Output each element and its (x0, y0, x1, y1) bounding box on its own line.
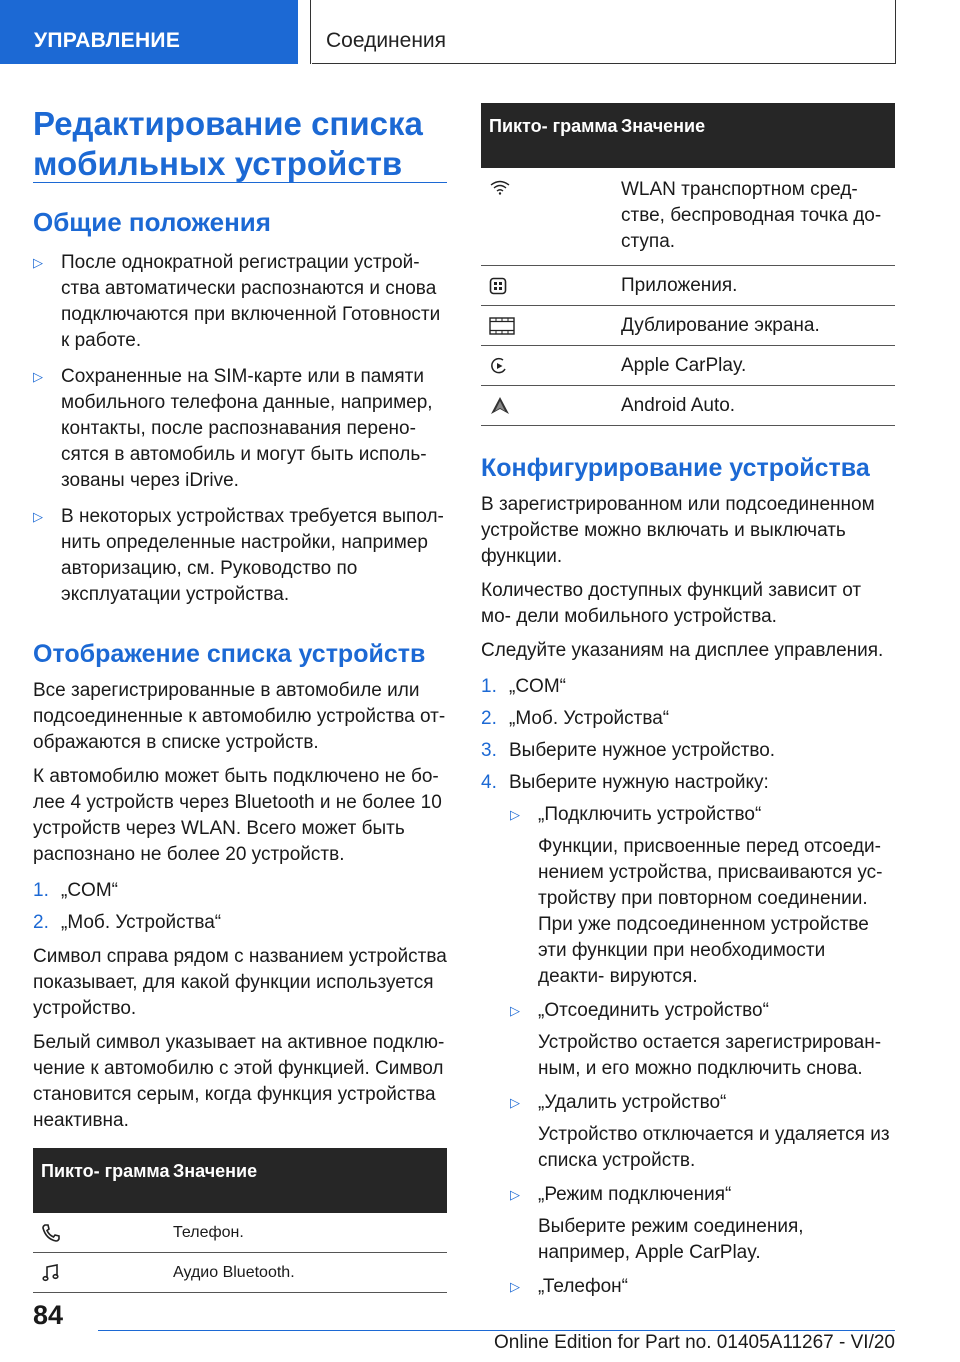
table-row: Приложения. (481, 266, 895, 306)
header-divider (310, 0, 311, 64)
table-header: Пикто- грамма Значение (481, 103, 895, 168)
edition-footer: Online Edition for Part no. 01405A11267 - VI/20 (493, 1332, 895, 1353)
paragraph: Все зарегистрированные в автомобиле или подсоединенные к автомобилю устройства от- ображаются в списке устройств. (33, 680, 446, 753)
page-title: Редактирование списка мобильных устройств (33, 105, 423, 182)
option-description: Устройство отключается и удаляется из списка устройств. (538, 1124, 890, 1171)
triangle-bullet-icon: ▷ (33, 255, 43, 270)
wifi-icon (481, 177, 621, 255)
display-heading: Отображение списка устройств (33, 640, 426, 668)
paragraph: К автомобилю может быть подключено не бо- лее 4 устройств через Bluetooth и не более 10 устройств через WLAN. Всего может быть распознано не более 20 устройств. (33, 766, 442, 865)
android-auto-icon (481, 396, 621, 416)
pictogram-table-left (33, 1148, 447, 1293)
option-item: ▷ „Отсоединить устройство“ (481, 998, 895, 1024)
option-item: ▷ „Удалить устройство“ (481, 1090, 895, 1116)
option-description: Функции, присвоенные перед отсоеди- нением устройства, присваиваются ус- тройству при повторном соединении. При уже подсоединенном устройстве эти функции при необходимости деакти- вируются. (538, 836, 883, 987)
triangle-bullet-icon: ▷ (510, 1187, 520, 1202)
pictogram-table-right (481, 103, 895, 426)
bullet-item: ▷ После однократной регистрации устрой- ства автоматически распознаются и снова подключаются при включенной Готовности к работе. (33, 252, 441, 351)
option-description: Выберите режим соединения, например, Apple CarPlay. (538, 1216, 804, 1263)
numbered-step: 3. Выберите нужное устройство. (481, 740, 776, 761)
music-note-icon (33, 1263, 173, 1283)
bullet-item: ▷ Сохраненные на SIM-карте или в памяти мобильного телефона данные, например, контакты, после распознавания перено- сятся в автомобиль и могут быть исполь- зованы через iDrive. (33, 366, 433, 491)
section-header: УПРАВЛЕНИЕ (0, 0, 298, 64)
option-item: ▷ „Телефон“ (481, 1274, 895, 1300)
numbered-step: 1. „COM“ (33, 880, 118, 901)
numbered-step: 2. „Моб. Устройства“ (33, 912, 222, 933)
right-column (481, 103, 895, 1300)
paragraph: Белый символ указывает на активное подклю- чение к автомобилю с этой функцией. Символ становится серым, когда функция устройства неактивна. (33, 1032, 445, 1131)
table-row: Телефон. (33, 1213, 447, 1253)
carplay-icon (481, 356, 621, 376)
triangle-bullet-icon: ▷ (33, 509, 43, 524)
paragraph: В зарегистрированном или подсоединенном устройстве можно включать и выключать функции. (481, 494, 875, 567)
table-row: WLAN транспортном сред- стве, беспроводная точка до- ступа. (481, 168, 895, 266)
option-item: ▷ „Режим подключения“ (481, 1182, 895, 1208)
numbered-step: 1. „COM“ (481, 676, 566, 697)
title-rule (33, 182, 447, 183)
triangle-bullet-icon: ▷ (510, 807, 520, 822)
table-row: Дублирование экрана. (481, 306, 895, 346)
triangle-bullet-icon: ▷ (510, 1003, 520, 1018)
apps-icon (481, 277, 621, 295)
option-description: Устройство остается зарегистрирован- ным, и его можно подключить снова. (538, 1032, 882, 1079)
numbered-step: 2. „Моб. Устройства“ (481, 708, 670, 729)
left-column (33, 206, 447, 1293)
triangle-bullet-icon: ▷ (510, 1279, 520, 1294)
general-heading: Общие положения (33, 207, 271, 237)
triangle-bullet-icon: ▷ (33, 369, 43, 384)
footer-rule (98, 1330, 895, 1331)
table-row: Аудио Bluetooth. (33, 1253, 447, 1293)
config-heading: Конфигурирование устройства (481, 454, 870, 482)
paragraph: Количество доступных функций зависит от мо- дели мобильного устройства. (481, 580, 862, 627)
table-header: Пикто- грамма Значение (33, 1148, 447, 1213)
table-row: Android Auto. (481, 386, 895, 426)
bullet-item: ▷ В некоторых устройствах требуется выпол- нить определенные настройки, например авторизацию, см. Руководство по эксплуатации устройства. (33, 506, 444, 605)
chapter-header: Соединения (312, 0, 896, 64)
triangle-bullet-icon: ▷ (510, 1095, 520, 1110)
paragraph: Следуйте указаниям на дисплее управления. (481, 640, 884, 661)
numbered-step: 4. Выберите нужную настройку: (481, 772, 769, 793)
page-number: 84 (33, 1300, 64, 1330)
phone-icon (33, 1223, 173, 1243)
paragraph: Символ справа рядом с названием устройства показывает, для какой функции используется устройство. (33, 946, 447, 1019)
screen-mirror-icon (481, 317, 621, 335)
table-row: Apple CarPlay. (481, 346, 895, 386)
option-item: ▷ „Подключить устройство“ (481, 802, 895, 828)
